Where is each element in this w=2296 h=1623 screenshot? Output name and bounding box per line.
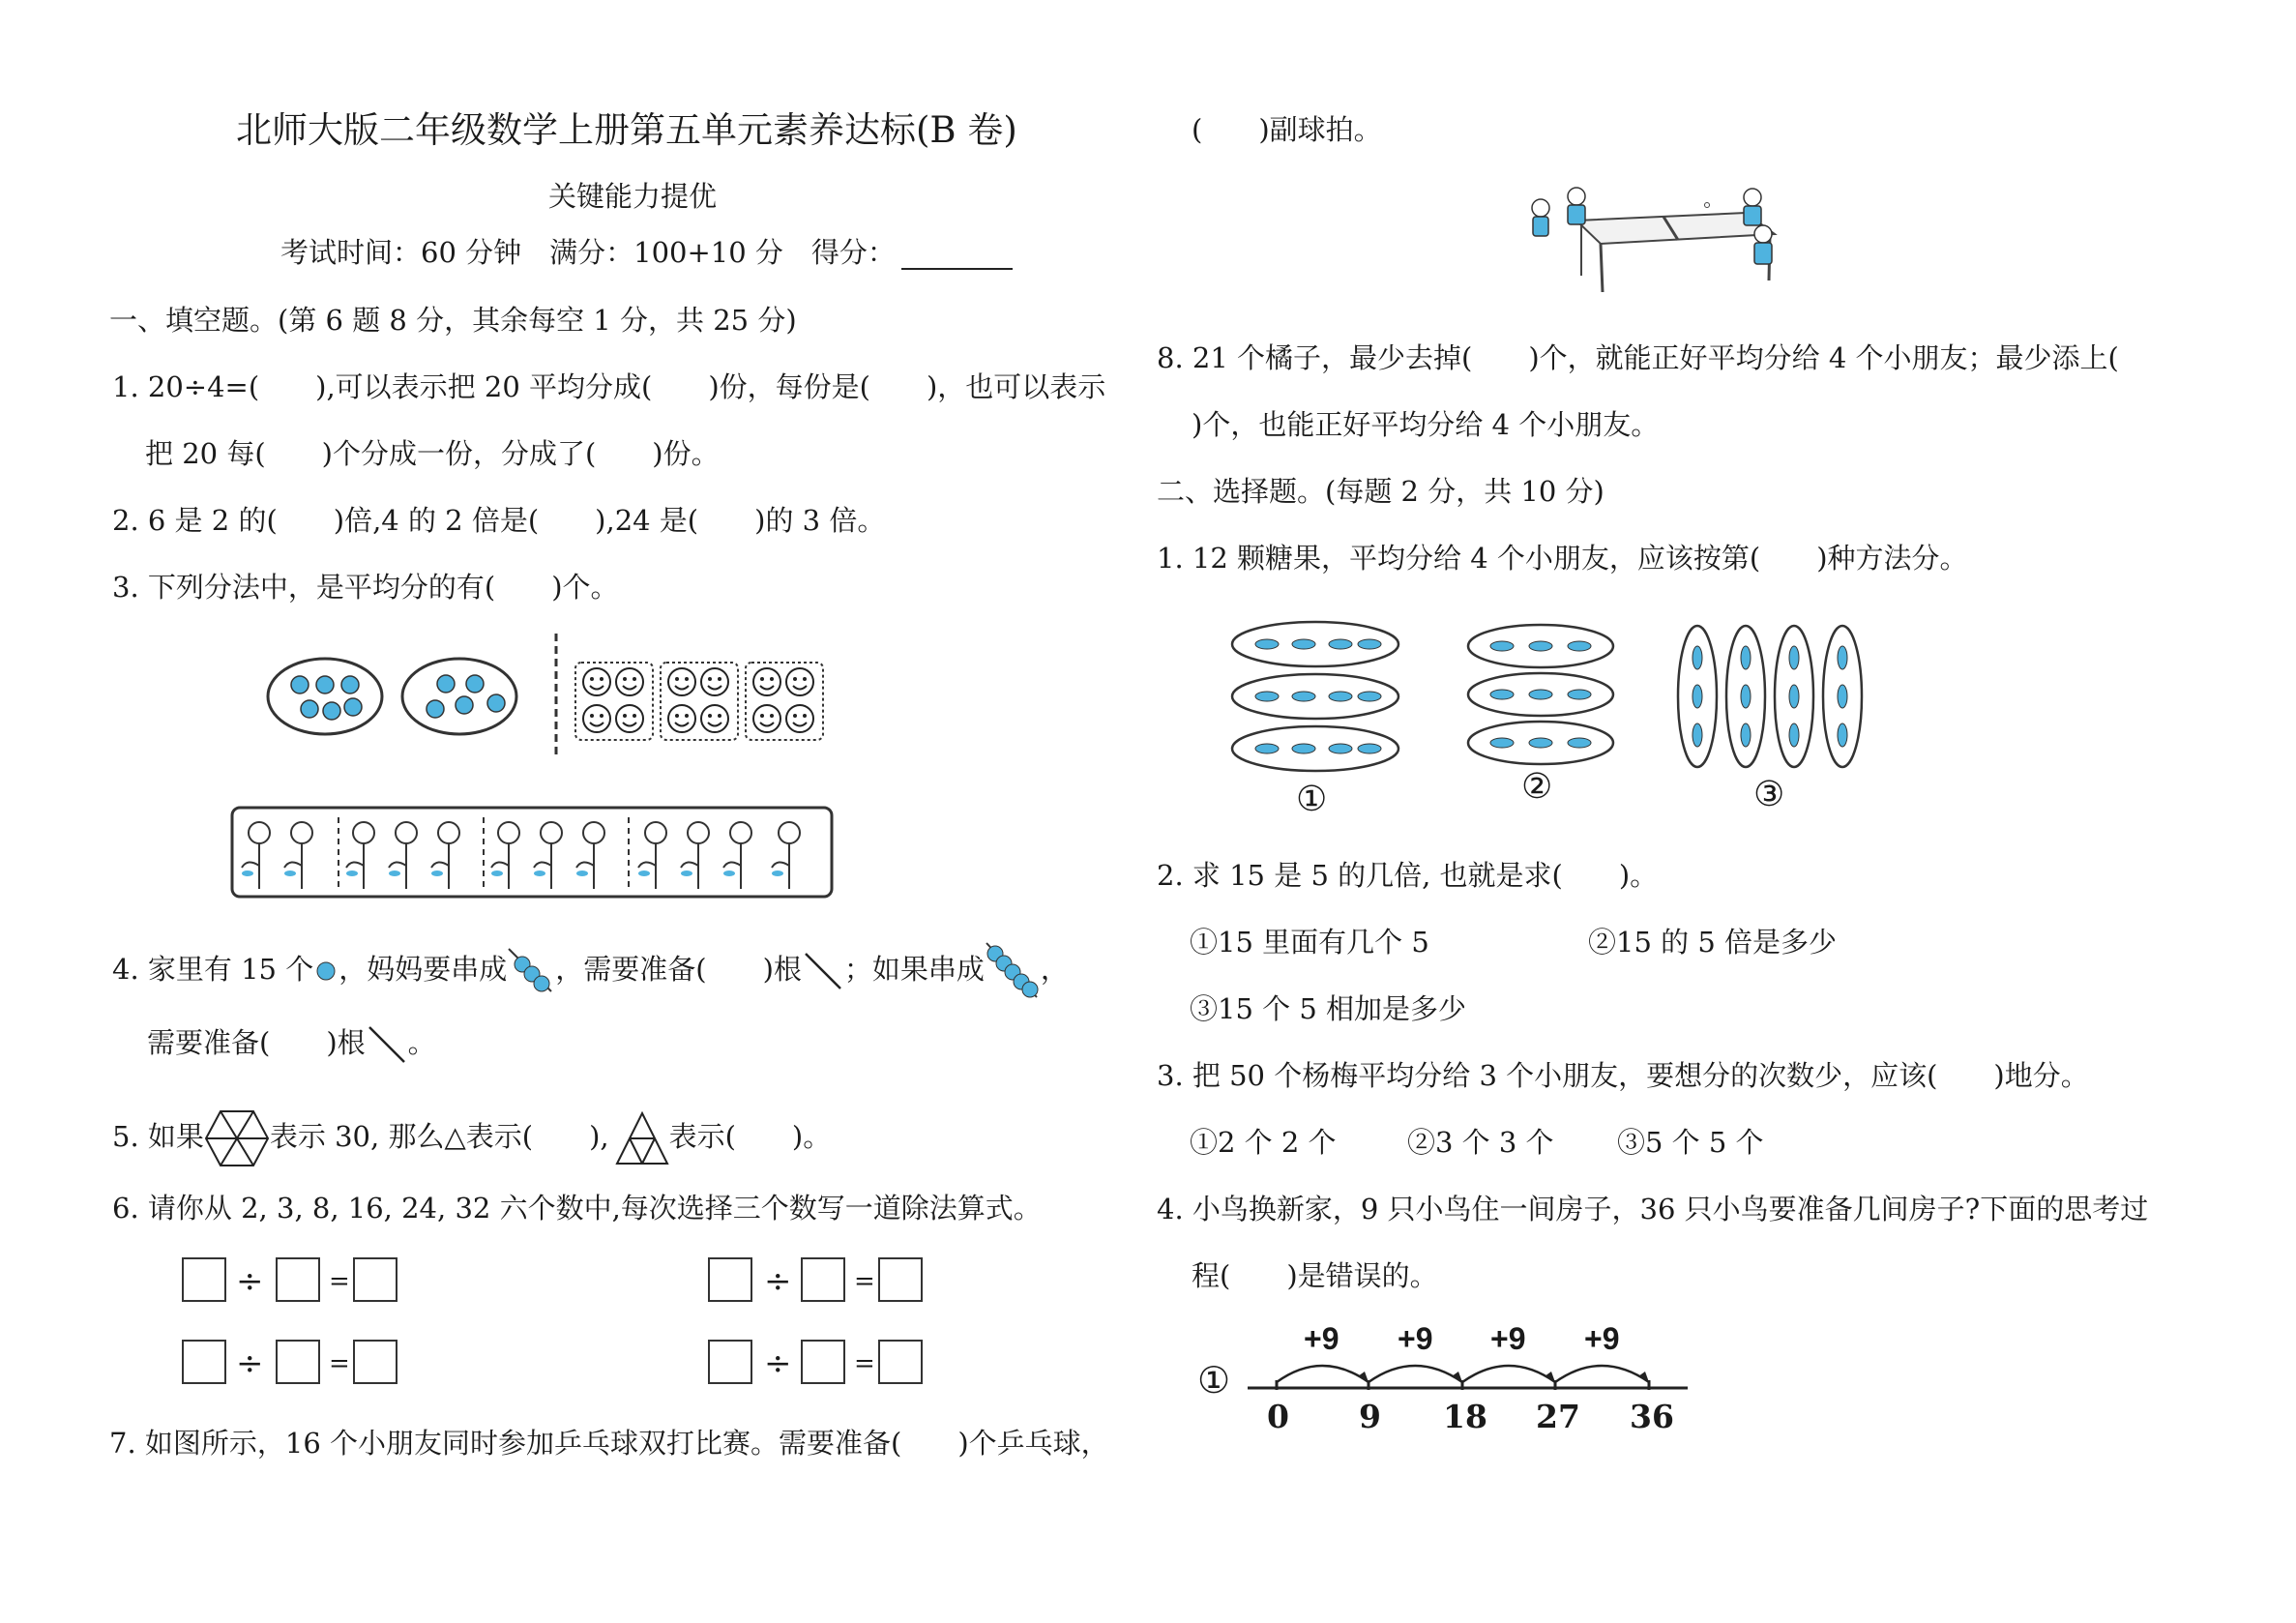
section1-heading: 一、填空题。(第 6 题 8 分，其余每空 1 分，共 25 分): [109, 304, 797, 337]
q6-box-1c[interactable]: [353, 1257, 397, 1302]
q5-part-a: 5. 如果: [112, 1120, 204, 1153]
q2-text: 2. 6 是 2 的( )倍,4 的 2 倍是( ),24 是( )的 3 倍。: [112, 504, 886, 537]
q6-box-2c[interactable]: [878, 1257, 923, 1302]
q6-text: 6. 请你从 2, 3, 8, 16, 24, 32 六个数中,每次选择三个数写一道除法算式。: [112, 1192, 1042, 1225]
big-triangle-icon: [615, 1111, 669, 1166]
q4-line2-text: 需要准备( )根: [147, 1026, 366, 1059]
q8-line2: )个，也能正好平均分给 4 个小朋友。: [1192, 408, 1660, 441]
q6-box-4a[interactable]: [708, 1340, 752, 1384]
c4-line1: 4. 小鸟换新家，9 只小鸟住一间房子，36 只小鸟要准备几间房子?下面的思考过: [1157, 1193, 2149, 1225]
q3-text: 3. 下列分法中，是平均分的有( )个。: [112, 571, 619, 604]
q3-dot-ovals-figure: [266, 653, 527, 740]
q6-eq-3: =: [329, 1349, 350, 1378]
nl-tick-9: 9: [1359, 1398, 1381, 1435]
q6-div-2: ÷: [764, 1262, 792, 1301]
section2-heading: 二、选择题。(每题 2 分，共 10 分): [1157, 475, 1604, 508]
q4-part-e: ，: [1040, 953, 1069, 986]
q6-box-1b[interactable]: [276, 1257, 320, 1302]
q4-line2-end: 。: [407, 1026, 436, 1059]
q4-part-d: ；如果串成: [843, 953, 985, 986]
nl-step-4: +9: [1584, 1321, 1620, 1356]
c3-option-3[interactable]: ③5 个 5 个: [1617, 1126, 1764, 1159]
q1-line1: 1. 20÷4=( ),可以表示把 20 平均分成( )份，每份是( )，也可以表示: [112, 370, 1106, 403]
q6-box-2a[interactable]: [708, 1257, 752, 1302]
c2-option-2[interactable]: ②15 的 5 倍是多少: [1588, 926, 1838, 959]
q7-continuation: ( )副球拍。: [1192, 113, 1382, 146]
page-title: 北师大版二年级数学上册第五单元素养达标(B 卷): [236, 109, 1017, 151]
c2-text: 2. 求 15 是 5 的几倍, 也就是求( )。: [1157, 859, 1659, 892]
q6-box-3c[interactable]: [353, 1340, 397, 1384]
q5-line: [112, 1109, 831, 1167]
hexagon-triangles-icon: [204, 1109, 270, 1167]
nl-step-3: +9: [1490, 1321, 1526, 1356]
three-bead-skewer-icon: [507, 947, 555, 995]
q4-part-a: 4. 家里有 15 个: [112, 953, 314, 986]
exam-info: [280, 236, 1013, 270]
score-blank[interactable]: [901, 241, 1013, 270]
q6-eq-1: =: [329, 1267, 350, 1296]
q5-part-b: 表示 30, 那么△表示( ),: [269, 1120, 609, 1153]
q6-box-4b[interactable]: [801, 1340, 845, 1384]
q6-box-3b[interactable]: [276, 1340, 320, 1384]
nl-tick-36: 36: [1630, 1398, 1674, 1435]
q8-line1: 8. 21 个橘子，最少去掉( )个，就能正好平均分给 4 个小朋友；最少添上(: [1157, 341, 2119, 374]
q6-box-4c[interactable]: [878, 1340, 923, 1384]
bead-icon: [313, 959, 339, 984]
q6-div-4: ÷: [764, 1344, 792, 1383]
stick-icon: [802, 950, 844, 992]
q6-box-1a[interactable]: [182, 1257, 226, 1302]
q6-box-2b[interactable]: [801, 1257, 845, 1302]
c1-text: 1. 12 颗糖果，平均分给 4 个小朋友，应该按第( )种方法分。: [1157, 542, 1968, 575]
q6-eq-2: =: [854, 1267, 875, 1296]
q6-div-1: ÷: [236, 1262, 264, 1301]
q3-flowers-figure: [230, 806, 835, 900]
c2-option-1[interactable]: ①15 里面有几个 5: [1190, 926, 1429, 959]
q3-smiley-groups-figure: [551, 634, 827, 759]
c3-option-2[interactable]: ②3 个 3 个: [1407, 1126, 1554, 1159]
q6-box-3a[interactable]: [182, 1340, 226, 1384]
c3-text: 3. 把 50 个杨梅平均分给 3 个小朋友，要想分的次数少，应该( )地分。: [1157, 1059, 2089, 1092]
q4-line1: [112, 941, 1069, 1001]
exam-info-text: 考试时间：60 分钟 满分：100+10 分 得分：: [280, 236, 896, 269]
c3-option-1[interactable]: ①2 个 2 个: [1190, 1126, 1337, 1159]
q5-part-c: 表示( )。: [668, 1120, 832, 1153]
c2-option-3[interactable]: ③15 个 5 相加是多少: [1190, 992, 1467, 1025]
q6-div-3: ÷: [236, 1344, 264, 1383]
q7-text: 7. 如图所示，16 个小朋友同时参加乒乓球双打比赛。需要准备( )个乒乓球，: [109, 1427, 1109, 1460]
q4-line2: [147, 1023, 436, 1066]
q1-line2: 把 20 每( )个分成一份，分成了( )份。: [145, 437, 720, 470]
c1-label-1: ①: [1296, 780, 1328, 819]
c4-line2: 程( )是错误的。: [1192, 1259, 1438, 1292]
five-bead-skewer-icon: [985, 941, 1041, 1001]
q4-part-b: ，妈妈要串成: [339, 953, 508, 986]
number-line-label: ①: [1197, 1359, 1231, 1402]
nl-step-1: +9: [1304, 1321, 1339, 1356]
page-subtitle: 关键能力提优: [548, 180, 718, 213]
nl-tick-27: 27: [1536, 1398, 1580, 1435]
c1-label-2: ②: [1521, 767, 1553, 807]
nl-tick-18: 18: [1443, 1398, 1487, 1435]
q4-part-c: ，需要准备( )根: [555, 953, 802, 986]
stick-icon-2: [366, 1023, 408, 1066]
ping-pong-illustration: [1523, 184, 1804, 295]
nl-tick-0: 0: [1267, 1398, 1289, 1435]
nl-step-2: +9: [1398, 1321, 1433, 1356]
c1-label-3: ③: [1753, 775, 1785, 814]
q6-eq-4: =: [854, 1349, 875, 1378]
